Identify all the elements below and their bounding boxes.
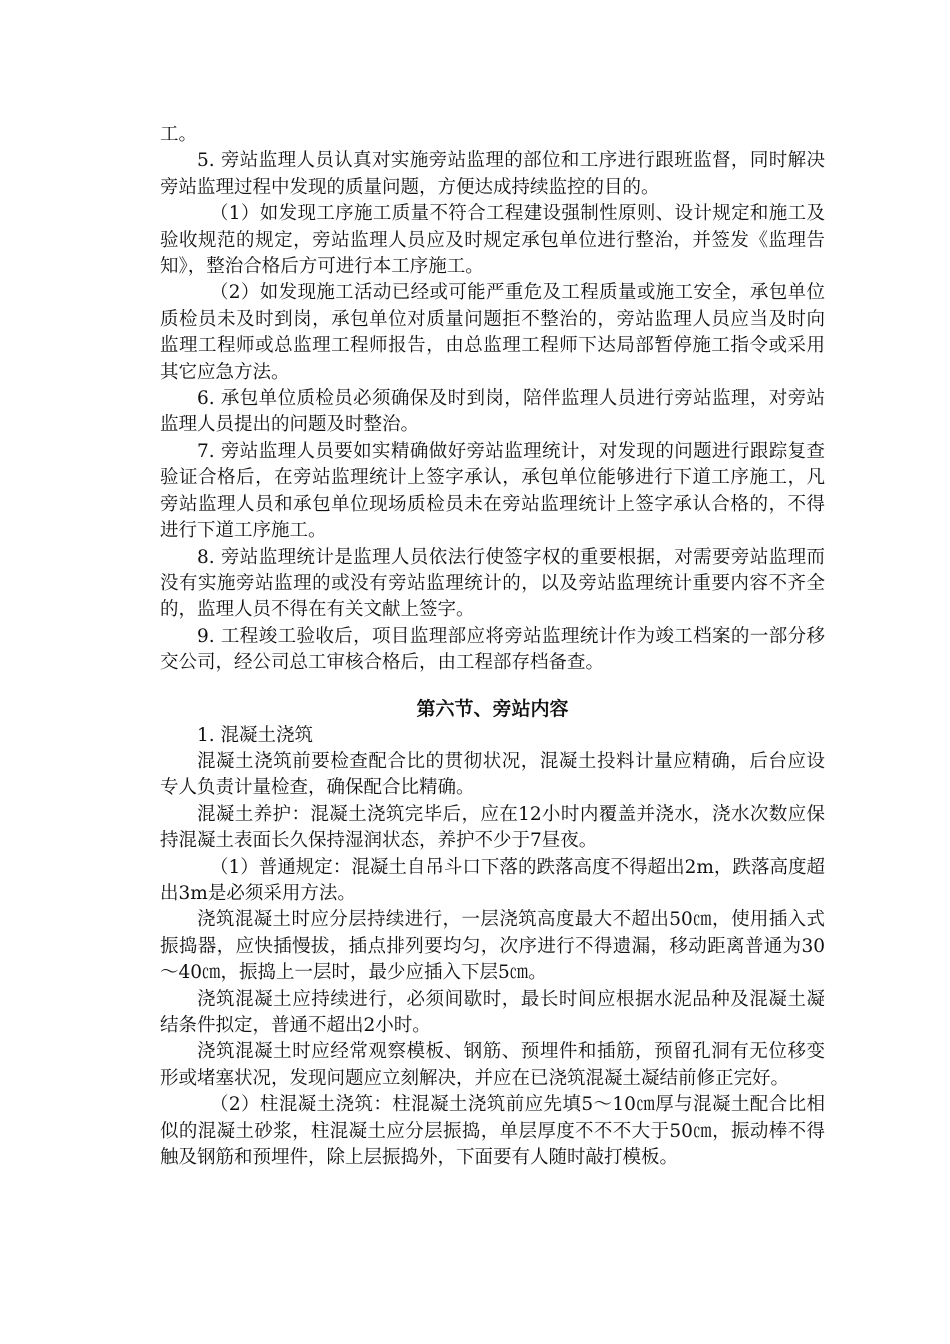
paragraph-continuation: 工。 [160, 124, 198, 145]
paragraph-item-5-1: （1）如发现工序施工质量不符合工程建设强制性原则、设计规定和施工及验收规范的规定，旁站监理人员应及时规定承包单位进行整治，并签发《监理告知》，整治合格后方可进行本工序施工。 [160, 203, 825, 278]
paragraph-item-6: 6. 承包单位质检员必须确保及时到岗，陪伴监理人员进行旁站监理，对旁站监理人员提出的问题及时整治。 [160, 388, 825, 436]
paragraph-item-7: 7. 旁站监理人员要如实精确做好旁站监理统计，对发现的问题进行跟踪复查验证合格后，在旁站监理统计上签字承认，承包单位能够进行下道工序施工，凡旁站监理人员和承包单位现场质检员未在旁站监理统计上签字承认合格的，不得进行下道工序施工。 [160, 440, 825, 542]
subheading-concrete-pouring: 1. 混凝土浇筑 [197, 724, 314, 746]
paragraph-observation: 浇筑混凝土时应经常观察模板、钢筋、预埋件和插筋，预留孔洞有无位移变形或堵塞状况，发现问题应立刻解决，并应在已浇筑混凝土凝结前修正完好。 [160, 1041, 825, 1089]
paragraph-item-5: 5. 旁站监理人员认真对实施旁站监理的部位和工序进行跟班监督，同时解决旁站监理过程中发现的质量问题，方便达成持续监控的目的。 [160, 150, 825, 198]
paragraph-layered-pouring: 浇筑混凝土时应分层持续进行，一层浇筑高度最大不超出50㎝，使用插入式振捣器，应快插慢拔，插点排列要均匀，次序进行不得遗漏，移动距离普通为30～40㎝，振捣上一层时，最少应插入下层5㎝。 [160, 909, 825, 984]
paragraph-continuous-pouring: 浇筑混凝土应持续进行，必须间歇时，最长时间应根据水泥品种及混凝土凝结条件拟定，普通不超出2小时。 [160, 988, 825, 1036]
paragraph-mix-check: 混凝土浇筑前要检查配合比的贯彻状况，混凝土投料计量应精确，后台应设专人负责计量检查，确保配合比精确。 [160, 750, 825, 799]
paragraph-column-pouring: （2）柱混凝土浇筑：柱混凝土浇筑前应先填5～10㎝厚与混凝土配合比相似的混凝土砂浆，柱混凝土应分层振捣，单层厚度不不不大于50㎝，振动棒不得触及钢筋和预埋件，除上层振捣外，下面要有人随时敲打模板。 [160, 1094, 825, 1169]
paragraph-curing: 混凝土养护：混凝土浇筑完毕后，应在12小时内覆盖并浇水，浇水次数应保持混凝土表面长久保持湿润状态，养护不少于7昼夜。 [160, 803, 825, 852]
document-page [160, 122, 825, 1171]
paragraph-item-8: 8. 旁站监理统计是监理人员依法行使签字权的重要根据，对需要旁站监理而没有实施旁站监理的或没有旁站监理统计的，以及旁站监理统计重要内容不齐全的，监理人员不得在有关文献上签字。 [160, 546, 825, 621]
paragraph-item-5-2: （2）如发现施工活动已经或可能严重危及工程质量或施工安全，承包单位质检员未及时到岗，承包单位对质量问题拒不整治的，旁站监理人员应当及时向监理工程师或总监理工程师报告，由总监理工程师下达局部暂停施工指令或采用其它应急方法。 [160, 282, 825, 383]
paragraph-general-rules: （1）普通规定：混凝土自吊斗口下落的跌落高度不得超出2m，跌落高度超出3m是必须采用方法。 [160, 856, 825, 904]
section-heading: 第六节、旁站内容 [416, 697, 569, 720]
paragraph-item-9: 9. 工程竣工验收后，项目监理部应将旁站监理统计作为竣工档案的一部分移交公司，经公司总工审核合格后，由工程部存档备查。 [160, 625, 825, 674]
